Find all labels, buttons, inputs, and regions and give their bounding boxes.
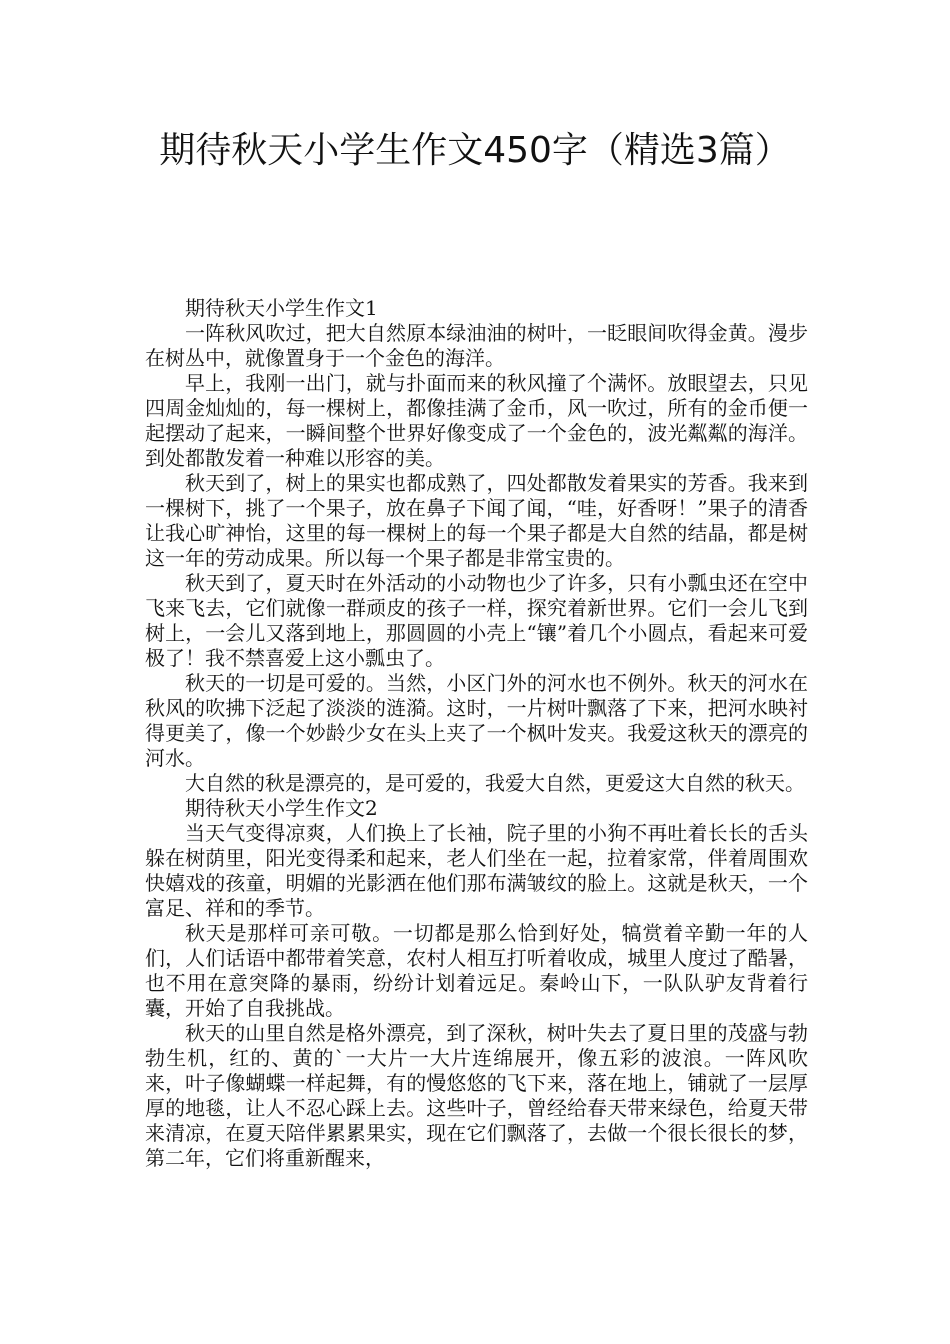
paragraph: 一阵秋风吹过，把大自然原本绿油油的树叶，一眨眼间吹得金黄。漫步在树丛中，就像置身于一个金色的海洋。 [145, 321, 808, 370]
paragraph: 秋天到了，夏天时在外活动的小动物也少了许多，只有小瓢虫还在空中飞来飞去，它们就像一群顽皮的孩子一样，探究着新世界。它们一会儿飞到树上，一会儿又落到地上，那圆圆的小壳上“镶”着几个小圆点，看起来可爱极了！我不禁喜爱上这小瓢虫了。 [145, 571, 808, 670]
document-title: 期待秋天小学生作文450字（精选3篇） [159, 130, 791, 171]
essay-heading-2: 期待秋天小学生作文2 [185, 796, 378, 820]
document-body [145, 296, 808, 1171]
paragraph: 秋天到了，树上的果实也都成熟了，四处都散发着果实的芳香。我来到一棵树下，挑了一个果子，放在鼻子下闻了闻，“哇，好香呀！”果子的清香让我心旷神怡，这里的每一棵树上的每一个果子都是大自然的结晶，都是树这一年的劳动成果。所以每一个果子都是非常宝贵的。 [145, 471, 808, 570]
paragraph: 秋天是那样可亲可敬。一切都是那么恰到好处，犒赏着辛勤一年的人们，人们话语中都带着笑意，农村人相互打听着收成，城里人度过了酷暑，也不用在意突降的暴雨，纷纷计划着远足。秦岭山下，一队队驴友背着行囊，开始了自我挑战。 [145, 921, 808, 1020]
paragraph: 大自然的秋是漂亮的，是可爱的，我爱大自然，更爱这大自然的秋天。 [185, 771, 805, 795]
essay-heading-1: 期待秋天小学生作文1 [185, 296, 378, 320]
paragraph: 秋天的一切是可爱的。当然，小区门外的河水也不例外。秋天的河水在秋风的吹拂下泛起了淡淡的涟漪。这时，一片树叶飘落了下来，把河水映衬得更美了，像一个妙龄少女在头上夹了一个枫叶发夹。我爱这秋天的漂亮的河水。 [145, 671, 808, 770]
paragraph: 早上，我刚一出门，就与扑面而来的秋风撞了个满怀。放眼望去，只见四周金灿灿的，每一棵树上，都像挂满了金币，风一吹过，所有的金币便一起摆动了起来，一瞬间整个世界好像变成了一个金色的，波光粼粼的海洋。到处都散发着一种难以形容的美。 [145, 371, 808, 470]
paragraph: 当天气变得凉爽，人们换上了长袖，院子里的小狗不再吐着长长的舌头躲在树荫里，阳光变得柔和起来，老人们坐在一起，拉着家常，伴着周围欢快嬉戏的孩童，明媚的光影洒在他们那布满皱纹的脸上。这就是秋天，一个富足、祥和的季节。 [145, 821, 808, 920]
paragraph: 秋天的山里自然是格外漂亮，到了深秋，树叶失去了夏日里的茂盛与勃勃生机，红的、黄的`一大片一大片连绵展开，像五彩的波浪。一阵风吹来，叶子像蝴蝶一样起舞，有的慢悠悠的飞下来，落在地上，铺就了一层厚厚的地毯，让人不忍心踩上去。这些叶子，曾经给春天带来绿色，给夏天带来清凉，在夏天陪伴累累果实，现在它们飘落了，去做一个很长很长的梦，第二年，它们将重新醒来， [145, 1021, 808, 1170]
